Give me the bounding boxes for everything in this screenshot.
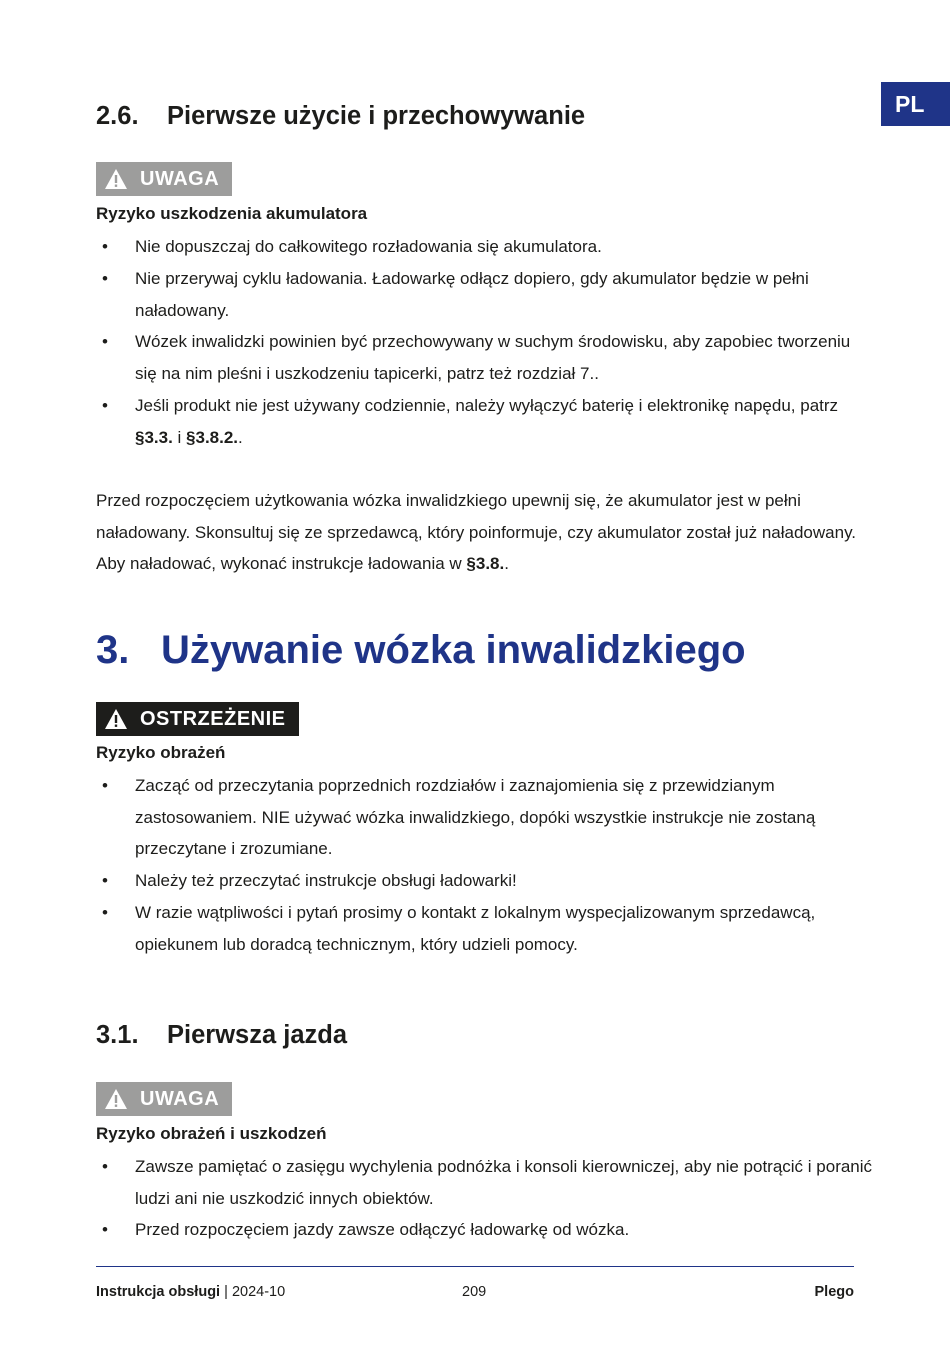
section-number: 2.6. <box>96 102 139 130</box>
bullet-icon: • <box>102 903 108 922</box>
section-reference[interactable]: §3.8. <box>466 554 505 574</box>
footer-product: Plego <box>814 1284 854 1300</box>
footer-divider <box>96 1266 854 1267</box>
bullet-icon: • <box>102 1157 108 1176</box>
section-number: 3.1. <box>96 1021 139 1049</box>
bullet-icon: • <box>102 776 108 795</box>
bullet-icon: • <box>102 237 108 256</box>
bullet-icon: • <box>102 396 108 415</box>
bullet-icon: • <box>102 332 108 351</box>
footer-doc-title: Instrukcja obsługi <box>96 1284 221 1300</box>
warning-triangle-icon <box>104 708 128 730</box>
chapter-heading-3 <box>96 628 746 673</box>
caution-badge <box>96 162 232 196</box>
list-item: • W razie wątpliwości i pytań prosimy o kontakt z lokalnym wyspecjalizowanym sprzedawcą, opiekunem lub doradcą technicznym, który udzieli pomocy. <box>96 897 876 960</box>
list-item: • Zacząć od przeczytania poprzednich rozdziałów i zaznajomienia się z przewidzianym zastosowaniem. NIE używać wózka inwalidzkiego, dopóki wszystkie instrukcje nie zostaną przeczytane i zrozumiane. <box>96 770 876 865</box>
chapter-number: 3. <box>96 628 130 672</box>
footer-date: 2024-10 <box>231 1284 286 1300</box>
list-item: • Zawsze pamiętać o zasięgu wychylenia podnóżka i konsoli kierowniczej, aby nie potrącić i poranić ludzi ani nie uszkodzić innych obiektów. <box>96 1151 876 1214</box>
section-heading-3-1 <box>96 1021 347 1050</box>
bullet-icon: • <box>102 269 108 288</box>
page-number: 209 <box>462 1284 487 1300</box>
caution-badge <box>96 1082 232 1116</box>
badge-label: OSTRZEŻENIE <box>140 707 286 730</box>
risk-title: Ryzyko obrażeń <box>96 743 226 762</box>
badge-label: UWAGA <box>140 167 220 190</box>
badge-label: UWAGA <box>140 1087 220 1110</box>
list-item: • Jeśli produkt nie jest używany codziennie, należy wyłączyć baterię i elektronikę napędu, patrz §3.3. i §3.8.2.. <box>96 390 876 453</box>
section-title: Pierwsza jazda <box>167 1021 348 1049</box>
risk-title: Ryzyko uszkodzenia akumulatora <box>96 204 368 223</box>
list-item: • Przed rozpoczęciem jazdy zawsze odłączyć ładowarkę od wózka. <box>96 1214 876 1246</box>
warning-badge <box>96 702 299 736</box>
chapter-title: Używanie wózka inwalidzkiego <box>161 628 746 672</box>
section-reference[interactable]: §3.8.2. <box>186 427 239 447</box>
list-item: • Nie dopuszczaj do całkowitego rozładowania się akumulatora. <box>96 231 876 263</box>
list-item: • Nie przerywaj cyklu ładowania. Ładowarkę odłącz dopiero, gdy akumulator będzie w pełni naładowany. <box>96 263 876 326</box>
list-item: • Wózek inwalidzki powinien być przechowywany w suchym środowisku, aby zapobiec tworzeniu się na nim pleśni i uszkodzeniu tapicerki, patrz też rozdział 7.. <box>96 326 876 389</box>
language-tab: PL <box>881 82 950 126</box>
list-item: • Należy też przeczytać instrukcje obsługi ładowarki! <box>96 865 876 897</box>
bullet-icon: • <box>102 1220 108 1239</box>
warning-triangle-icon <box>104 1088 128 1110</box>
footer-left <box>96 1284 285 1300</box>
paragraph: Przed rozpoczęciem użytkowania wózka inwalidzkiego upewnij się, że akumulator jest w pełni naładowany. Skonsultuj się ze sprzedawcą, który poinformuje, czy akumulator został już naładowany. Aby naładować, wykonać instrukcje ładowania w §3.8.. <box>96 491 857 574</box>
section-reference[interactable]: §3.3. <box>135 427 173 447</box>
warning-triangle-icon <box>104 168 128 190</box>
section-heading-2-6 <box>96 102 585 131</box>
section-title: Pierwsze użycie i przechowywanie <box>167 102 586 130</box>
risk-title: Ryzyko obrażeń i uszkodzeń <box>96 1124 327 1143</box>
bullet-icon: • <box>102 871 108 890</box>
footer-separator: | <box>224 1284 228 1300</box>
